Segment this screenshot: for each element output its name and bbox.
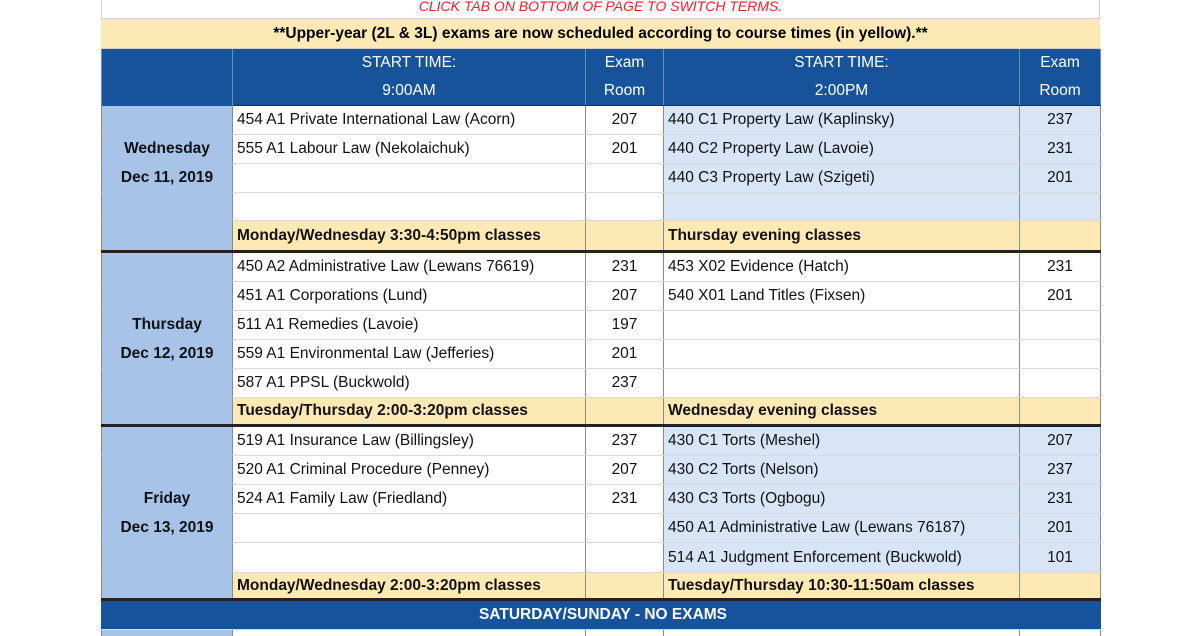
pm-class-time: Thursday evening classes: [664, 221, 1020, 252]
pm-course-cell: [664, 193, 1020, 221]
am-class-time-room: [586, 398, 664, 426]
stub-cell: [1020, 630, 1101, 636]
am-course-cell: 524 A1 Family Law (Friedland): [233, 485, 586, 514]
table-row: [102, 282, 1101, 311]
afternoon-start-time: 2:00PM: [664, 77, 1020, 106]
pm-room-cell: 231: [1020, 252, 1101, 282]
pm-class-time: Wednesday evening classes: [664, 398, 1020, 426]
am-course-cell: 511 A1 Remedies (Lavoie): [233, 311, 586, 340]
afternoon-exam-label: Exam: [1020, 49, 1101, 77]
table-row: [102, 106, 1101, 135]
am-room-cell: 231: [586, 252, 664, 282]
day-cell: [102, 369, 233, 398]
table-row: [102, 514, 1101, 543]
am-room-cell: 201: [586, 340, 664, 369]
pm-room-cell: 201: [1020, 282, 1101, 311]
upper-year-banner: **Upper-year (2L & 3L) exams are now scheduled according to course times (in yellow).**: [101, 18, 1100, 49]
am-room-cell: [586, 514, 664, 543]
am-course-cell: [233, 164, 586, 193]
am-course-cell: 519 A1 Insurance Law (Billingsley): [233, 426, 586, 456]
pm-course-cell: 540 X01 Land Titles (Fixsen): [664, 282, 1020, 311]
pm-course-cell: 450 A1 Administrative Law (Lewans 76187): [664, 514, 1020, 543]
header-blank-cell: [102, 49, 233, 106]
pm-room-cell: 231: [1020, 485, 1101, 514]
pm-class-time-room: [1020, 573, 1101, 600]
am-room-cell: [586, 164, 664, 193]
stub-cell: [233, 630, 586, 636]
day-cell: [102, 543, 233, 573]
day-cell: [102, 106, 233, 135]
pm-room-cell: 201: [1020, 514, 1101, 543]
am-class-time-room: [586, 221, 664, 252]
pm-room-cell: [1020, 193, 1101, 221]
am-course-cell: 520 A1 Criminal Procedure (Penney): [233, 456, 586, 485]
am-class-time: Tuesday/Thursday 2:00-3:20pm classes: [233, 398, 586, 426]
exam-schedule-sheet: [101, 0, 1100, 636]
pm-room-cell: 237: [1020, 106, 1101, 135]
stub-cell: [664, 630, 1020, 636]
day-weekday: Wednesday: [102, 135, 233, 164]
next-row-stub: [102, 630, 1101, 636]
pm-course-cell: 453 X02 Evidence (Hatch): [664, 252, 1020, 282]
stub-cell: [586, 630, 664, 636]
pm-course-cell: 440 C3 Property Law (Szigeti): [664, 164, 1020, 193]
am-room-cell: 201: [586, 135, 664, 164]
am-class-time: Monday/Wednesday 3:30-4:50pm classes: [233, 221, 586, 252]
pm-course-cell: [664, 311, 1020, 340]
am-course-cell: [233, 193, 586, 221]
pm-room-cell: [1020, 311, 1101, 340]
am-room-cell: [586, 543, 664, 573]
exam-schedule-table: [101, 49, 1101, 636]
pm-class-time-room: [1020, 398, 1101, 426]
pm-course-cell: 430 C3 Torts (Ogbogu): [664, 485, 1020, 514]
pm-course-cell: 430 C2 Torts (Nelson): [664, 456, 1020, 485]
weekend-no-exams: SATURDAY/SUNDAY - NO EXAMS: [102, 600, 1101, 630]
am-room-cell: 207: [586, 106, 664, 135]
table-row: [102, 485, 1101, 514]
table-row: [102, 456, 1101, 485]
class-time-row: [102, 398, 1101, 426]
day-date: Dec 13, 2019: [102, 514, 233, 543]
pm-room-cell: [1020, 369, 1101, 398]
day-cell: [102, 252, 233, 282]
table-row: [102, 426, 1101, 456]
pm-room-cell: 231: [1020, 135, 1101, 164]
afternoon-start-label: START TIME:: [664, 49, 1020, 77]
am-course-cell: 454 A1 Private International Law (Acorn): [233, 106, 586, 135]
class-time-row: [102, 221, 1101, 252]
day-date: Dec 11, 2019: [102, 164, 233, 193]
pm-course-cell: [664, 340, 1020, 369]
pm-class-time: Tuesday/Thursday 10:30-11:50am classes: [664, 573, 1020, 600]
table-row: [102, 193, 1101, 221]
table-row: [102, 164, 1101, 193]
morning-exam-label: Exam: [586, 49, 664, 77]
table-row: [102, 369, 1101, 398]
pm-room-cell: 207: [1020, 426, 1101, 456]
day-weekday: Thursday: [102, 311, 233, 340]
pm-course-cell: 440 C1 Property Law (Kaplinsky): [664, 106, 1020, 135]
am-room-cell: 237: [586, 369, 664, 398]
day-weekday: Friday: [102, 485, 233, 514]
stub-cell: [102, 630, 233, 636]
day-cell: [102, 573, 233, 600]
weekend-row: [102, 600, 1101, 630]
am-class-time-room: [586, 573, 664, 600]
day-cell: [102, 221, 233, 252]
day-cell: [102, 426, 233, 456]
pm-course-cell: 514 A1 Judgment Enforcement (Buckwold): [664, 543, 1020, 573]
am-course-cell: 450 A2 Administrative Law (Lewans 76619): [233, 252, 586, 282]
am-class-time: Monday/Wednesday 2:00-3:20pm classes: [233, 573, 586, 600]
pm-course-cell: [664, 369, 1020, 398]
morning-start-label: START TIME:: [233, 49, 586, 77]
am-course-cell: 559 A1 Environmental Law (Jefferies): [233, 340, 586, 369]
day-cell: [102, 282, 233, 311]
table-row: [102, 252, 1101, 282]
pm-room-cell: 101: [1020, 543, 1101, 573]
table-row: [102, 543, 1101, 573]
day-cell: [102, 456, 233, 485]
am-course-cell: [233, 543, 586, 573]
am-room-cell: 231: [586, 485, 664, 514]
pm-course-cell: 430 C1 Torts (Meshel): [664, 426, 1020, 456]
pm-room-cell: 237: [1020, 456, 1101, 485]
day-cell: [102, 398, 233, 426]
am-course-cell: 587 A1 PPSL (Buckwold): [233, 369, 586, 398]
am-course-cell: [233, 514, 586, 543]
am-room-cell: 237: [586, 426, 664, 456]
am-course-cell: 555 A1 Labour Law (Nekolaichuk): [233, 135, 586, 164]
am-room-cell: 207: [586, 282, 664, 311]
day-date: Dec 12, 2019: [102, 340, 233, 369]
am-room-cell: 197: [586, 311, 664, 340]
am-room-cell: 207: [586, 456, 664, 485]
pm-room-cell: 201: [1020, 164, 1101, 193]
morning-room-label: Room: [586, 77, 664, 106]
pm-class-time-room: [1020, 221, 1101, 252]
pm-course-cell: 440 C2 Property Law (Lavoie): [664, 135, 1020, 164]
morning-start-time: 9:00AM: [233, 77, 586, 106]
switch-terms-note: CLICK TAB ON BOTTOM OF PAGE TO SWITCH TERMS.: [101, 0, 1100, 18]
afternoon-room-label: Room: [1020, 77, 1101, 106]
day-cell: [102, 193, 233, 221]
pm-room-cell: [1020, 340, 1101, 369]
table-row: [102, 311, 1101, 340]
table-row: [102, 135, 1101, 164]
am-room-cell: [586, 193, 664, 221]
am-course-cell: 451 A1 Corporations (Lund): [233, 282, 586, 311]
class-time-row: [102, 573, 1101, 600]
table-row: [102, 340, 1101, 369]
